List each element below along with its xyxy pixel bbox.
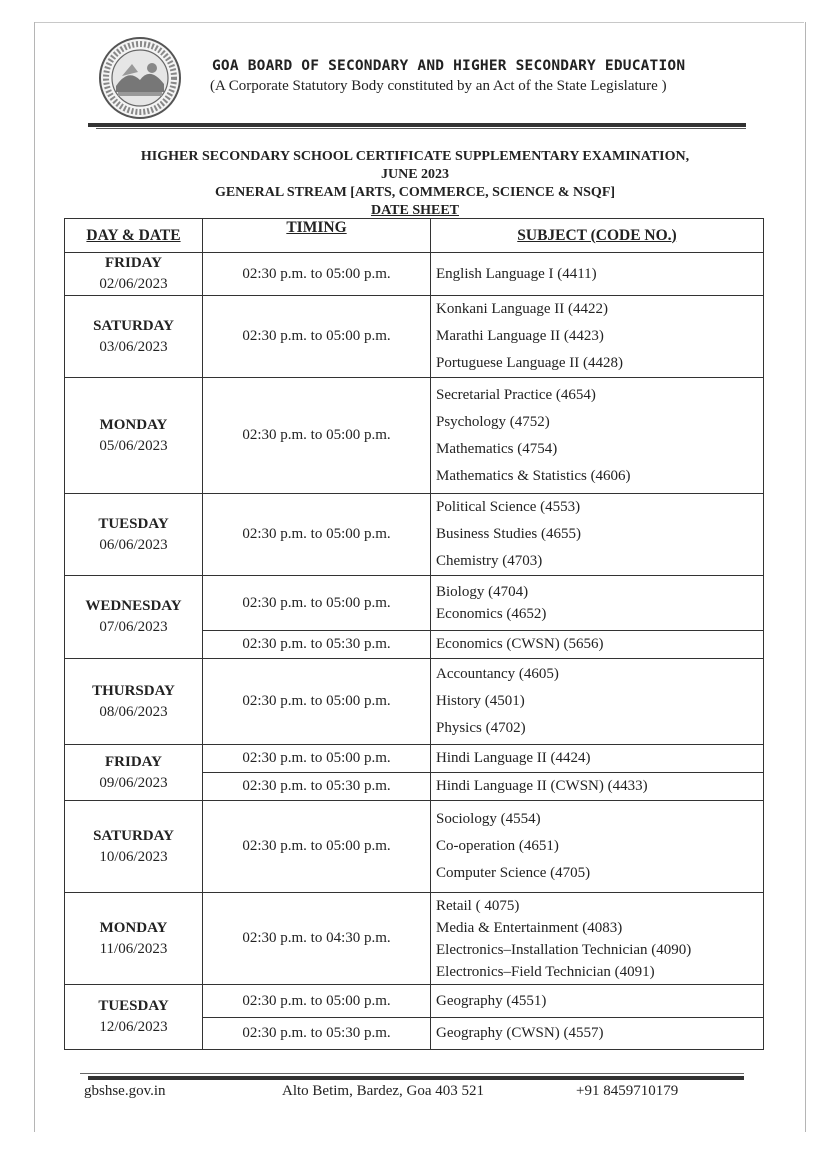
subject-cell (431, 631, 764, 659)
subject-entry: Chemistry (4703) (436, 553, 543, 569)
subject-entry: Economics (4652) (436, 606, 547, 622)
header-rule-thin (96, 128, 746, 129)
day-date-cell (65, 985, 203, 1050)
day-date-cell (65, 801, 203, 893)
subject-entry: Accountancy (4605) (436, 666, 559, 682)
subject-entry: Psychology (4752) (436, 413, 550, 430)
subject-cell (431, 893, 764, 985)
subject-entry: Geography (CWSN) (4557) (436, 1025, 604, 1041)
subject-cell (431, 773, 764, 801)
subject-entry: Portuguese Language II (4428) (436, 355, 624, 371)
footer-rule-thin (80, 1073, 744, 1074)
subject-entry: Secretarial Practice (4654) (436, 386, 596, 403)
day-name: MONDAY (99, 919, 168, 936)
org-subtitle: (A Corporate Statutory Body constituted by an Act of the State Legislature ) (210, 78, 667, 94)
subject-entry: Political Science (4553) (436, 499, 581, 515)
table-row (65, 801, 764, 893)
day-name: THURSDAY (92, 682, 175, 699)
subject-cell (431, 1018, 764, 1050)
title-session: JUNE 2023 (380, 167, 450, 182)
subject-entry: Marathi Language II (4423) (436, 328, 604, 344)
subject-entry: Retail ( 4075) (436, 897, 520, 914)
exam-date: 11/06/2023 (99, 940, 168, 957)
subject-entry: Computer Science (4705) (436, 865, 591, 881)
subject-entry: Physics (4702) (436, 720, 526, 736)
timing-cell: 02:30 p.m. to 05:00 p.m. (203, 576, 431, 631)
exam-date: 08/06/2023 (99, 703, 168, 720)
subject-entry: Mathematics & Statistics (4606) (436, 467, 631, 484)
title-date-sheet: DATE SHEET (370, 203, 460, 218)
subject-entry: Hindi Language II (4424) (436, 750, 591, 766)
day-name: WEDNESDAY (85, 598, 182, 614)
subject-cell (431, 745, 764, 773)
exam-date: 10/06/2023 (99, 848, 168, 865)
subject-cell (431, 378, 764, 494)
subject-entry: Electronics–Installation Technician (4090) (436, 941, 692, 958)
subject-entry: Geography (4551) (436, 992, 547, 1009)
exam-date: 03/06/2023 (99, 338, 168, 355)
table-row (65, 893, 764, 985)
day-date-cell (65, 576, 203, 659)
subject-entry: Co-operation (4651) (436, 838, 559, 854)
timing-cell: 02:30 p.m. to 05:30 p.m. (203, 631, 431, 659)
day-date-cell (65, 296, 203, 378)
subject-entry: Hindi Language II (CWSN) (4433) (436, 778, 648, 794)
timing-cell: 02:30 p.m. to 05:30 p.m. (203, 773, 431, 801)
subject-entry: Electronics–Field Technician (4091) (436, 963, 655, 980)
timing-cell: 02:30 p.m. to 05:00 p.m. (203, 296, 431, 378)
timing-cell: 02:30 p.m. to 05:00 p.m. (203, 378, 431, 494)
footer-phone: +91 8459710179 (576, 1083, 679, 1099)
subject-cell (431, 985, 764, 1018)
table-row (65, 494, 764, 576)
table-row (65, 659, 764, 745)
day-date-cell (65, 893, 203, 985)
day-name: SATURDAY (93, 827, 174, 844)
timing-cell: 02:30 p.m. to 05:00 p.m. (203, 745, 431, 773)
title-stream: GENERAL STREAM [ARTS, COMMERCE, SCIENCE & NSQF] (214, 185, 616, 200)
day-date-cell (65, 745, 203, 801)
title-exam: HIGHER SECONDARY SCHOOL CERTIFICATE SUPPLEMENTARY EXAMINATION, (140, 149, 690, 164)
subject-entry: Sociology (4554) (436, 811, 541, 827)
day-date-cell (65, 494, 203, 576)
subject-cell (431, 576, 764, 631)
exam-schedule-table (64, 218, 764, 1050)
table-row (65, 576, 764, 631)
exam-date: 07/06/2023 (99, 619, 168, 635)
timing-cell: 02:30 p.m. to 05:30 p.m. (203, 1018, 431, 1050)
table-row (65, 985, 764, 1018)
subject-entry: Economics (CWSN) (5656) (436, 636, 604, 652)
day-date-cell (65, 253, 203, 296)
subject-cell (431, 253, 764, 296)
table-row (65, 296, 764, 378)
timing-cell: 02:30 p.m. to 04:30 p.m. (203, 893, 431, 985)
header-subject: SUBJECT (CODE NO.) (431, 219, 764, 253)
exam-date: 06/06/2023 (99, 536, 168, 553)
day-name: FRIDAY (105, 753, 162, 770)
org-name: GOA BOARD OF SECONDARY AND HIGHER SECONDARY EDUCATION (212, 58, 686, 74)
day-name: MONDAY (99, 416, 168, 433)
day-date-cell (65, 378, 203, 494)
exam-date: 09/06/2023 (99, 774, 168, 791)
table-row (65, 253, 764, 296)
subject-entry: Media & Entertainment (4083) (436, 919, 623, 936)
table-header-row (65, 219, 764, 253)
timing-cell: 02:30 p.m. to 05:00 p.m. (203, 253, 431, 296)
timing-cell: 02:30 p.m. to 05:00 p.m. (203, 659, 431, 745)
day-name: SATURDAY (93, 317, 174, 334)
timing-cell: 02:30 p.m. to 05:00 p.m. (203, 801, 431, 893)
footer-address: Alto Betim, Bardez, Goa 403 521 (282, 1083, 485, 1099)
exam-date: 05/06/2023 (99, 437, 168, 454)
subject-entry: Konkani Language II (4422) (436, 301, 609, 317)
subject-entry: English Language I (4411) (436, 265, 597, 282)
table-row (65, 378, 764, 494)
timing-cell: 02:30 p.m. to 05:00 p.m. (203, 985, 431, 1018)
exam-date: 02/06/2023 (99, 276, 168, 292)
day-name: TUESDAY (98, 998, 169, 1014)
subject-cell (431, 296, 764, 378)
subject-cell (431, 494, 764, 576)
header-day-date: DAY & DATE (65, 219, 203, 253)
exam-date: 12/06/2023 (99, 1019, 168, 1035)
subject-cell (431, 801, 764, 893)
footer-website: gbshse.gov.in (84, 1083, 166, 1099)
subject-entry: Business Studies (4655) (436, 526, 582, 542)
subject-entry: Mathematics (4754) (436, 440, 558, 457)
table-row (65, 745, 764, 773)
header-rule (88, 123, 746, 127)
subject-entry: Biology (4704) (436, 584, 529, 600)
day-name: TUESDAY (98, 515, 169, 532)
day-name: FRIDAY (105, 255, 162, 271)
timing-cell: 02:30 p.m. to 05:00 p.m. (203, 494, 431, 576)
footer-rule (88, 1076, 744, 1080)
subject-cell (431, 659, 764, 745)
day-date-cell (65, 659, 203, 745)
header-timing: TIMING (203, 219, 431, 253)
subject-entry: History (4501) (436, 693, 525, 709)
board-seal-logo (98, 36, 182, 120)
document-title (60, 148, 770, 220)
